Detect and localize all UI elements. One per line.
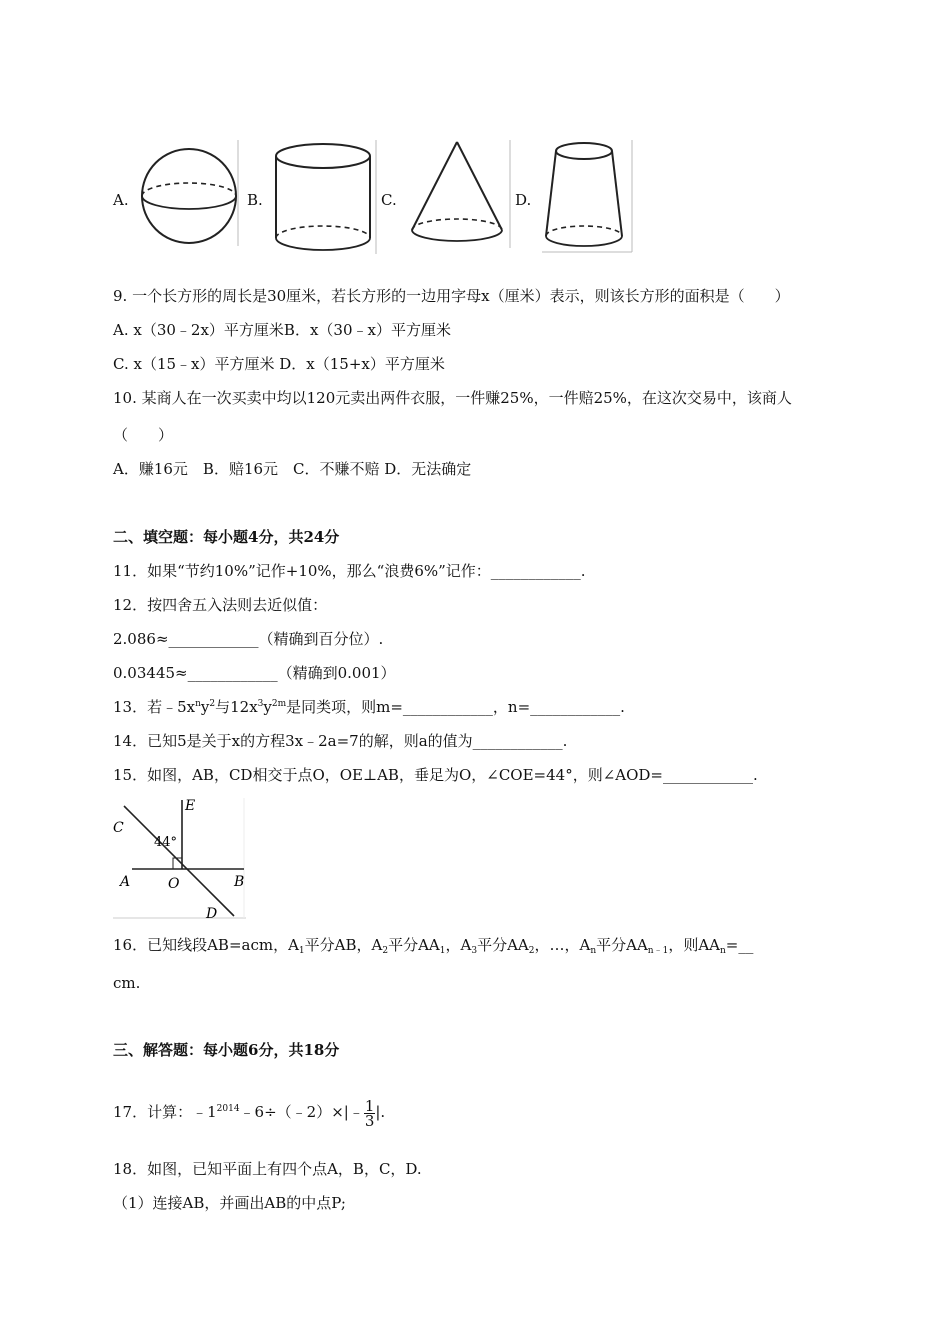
q16-line1: [113, 935, 753, 955]
q13-text-3: 与12x: [215, 698, 258, 716]
q17-fraction: [364, 1096, 376, 1130]
q13-text-2: y: [200, 698, 210, 716]
section-3-heading: 三、解答题：每小题6分，共18分: [113, 1041, 340, 1059]
option-b-label: B.: [247, 191, 263, 209]
option-d-label: D.: [515, 191, 532, 209]
q12-line1: 2.086≈____________（精确到百分位）.: [113, 630, 384, 648]
q9-options-cd: C. x（15﹣x）平方厘米 D．x（15+x）平方厘米: [113, 355, 445, 373]
q16-t9: =__: [725, 936, 754, 954]
q16-t3: 平分AA: [388, 936, 440, 954]
q9-stem: 9. 一个长方形的周长是30厘米，若长方形的一边用字母x（厘米）表示，则该长方形的面积是（ ）: [113, 287, 790, 305]
q16-t7: 平分AA: [596, 936, 648, 954]
label-e: E: [185, 798, 196, 814]
q16-sub7: n﹣1: [647, 946, 669, 956]
q14: 14．已知5是关于x的方程3x﹣2a=7的解，则a的值为____________.: [113, 732, 568, 750]
q11: 11．如果“节约10%”记作+10%，那么“浪费6%”记作：____________.: [113, 562, 586, 580]
q16-sub3: 1: [439, 946, 446, 956]
q17-sup: 2014: [216, 1104, 240, 1114]
q17-t1: 17．计算：﹣1: [113, 1103, 217, 1121]
q16-sub4: 3: [471, 946, 478, 956]
q10-answer-paren: （ ）: [113, 426, 174, 444]
q13-text-5: 是同类项，则m=____________，n=____________.: [286, 698, 625, 716]
option-c-label: C.: [381, 191, 397, 209]
q16-sub5: 2: [528, 946, 535, 956]
q9-options-ab: A. x（30﹣2x）平方厘米B．x（30﹣x）平方厘米: [113, 321, 451, 339]
q16-t6: ，…，A: [534, 936, 591, 954]
q16-t1: 16．已知线段AB=acm，A: [113, 936, 299, 954]
q16-sub2: 2: [382, 946, 389, 956]
q13-text-4: y: [263, 698, 272, 716]
option-a-label: A.: [113, 191, 129, 209]
q12-stem: 12．按四舍五入法则去近似值：: [113, 596, 328, 614]
label-angle: 44°: [154, 835, 178, 850]
q13-sup-2m: 2m: [271, 699, 287, 709]
label-b: B: [234, 874, 245, 890]
section-2-heading: 二、填空题：每小题4分，共24分: [113, 528, 340, 546]
label-a: A: [120, 874, 131, 890]
q18-part1: （1）连接AB，并画出AB的中点P;: [113, 1194, 346, 1212]
q13-sup-2: 2: [209, 699, 216, 709]
q13-text-1: 13．若﹣5x: [113, 698, 196, 716]
q17-denominator: 3: [364, 1111, 375, 1130]
q12-line2: 0.03445≈____________（精确到0.001）: [113, 664, 396, 682]
q10-options: A．赚16元 B．赔16元 C．不赚不赔 D．无法确定: [113, 460, 472, 478]
q10-stem: 10. 某商人在一次买卖中均以120元卖出两件衣服，一件赚25%，一件赔25%，在这次交易中，该商人: [113, 389, 792, 407]
q16-t2: 平分AB，A: [304, 936, 383, 954]
q18-stem: 18．如图，已知平面上有四个点A，B，C，D.: [113, 1160, 422, 1178]
q16-t5: 平分AA: [477, 936, 529, 954]
frustum-figure: [540, 138, 636, 260]
cone-figure: [406, 138, 512, 254]
q17-numerator: 1: [364, 1096, 375, 1115]
q15-figure: [112, 796, 248, 926]
q16-sub8: n: [720, 946, 726, 956]
label-d: D: [206, 906, 218, 922]
q16-sub1: 1: [298, 946, 305, 956]
q16-t4: ，A: [445, 936, 472, 954]
q15-stem: 15．如图，AB，CD相交于点O，OE⊥AB，垂足为O，∠COE=44°，则∠AOD=____________.: [113, 766, 758, 784]
q17-t2: ﹣6÷（﹣2）×|﹣: [239, 1103, 364, 1121]
q16-sub6: n: [590, 946, 597, 956]
q13-sup-3: 3: [257, 699, 264, 709]
q13: [113, 697, 625, 717]
q13-sup-n: n: [195, 699, 201, 709]
label-c: C: [113, 820, 124, 836]
sphere-figure: [138, 138, 240, 252]
q16-line2: cm.: [113, 974, 141, 992]
q16-t8: ，则AA: [668, 936, 720, 954]
label-o: O: [168, 876, 180, 892]
q17-t3: |.: [375, 1103, 386, 1121]
q17: [113, 1097, 385, 1128]
cylinder-figure: [272, 138, 378, 260]
